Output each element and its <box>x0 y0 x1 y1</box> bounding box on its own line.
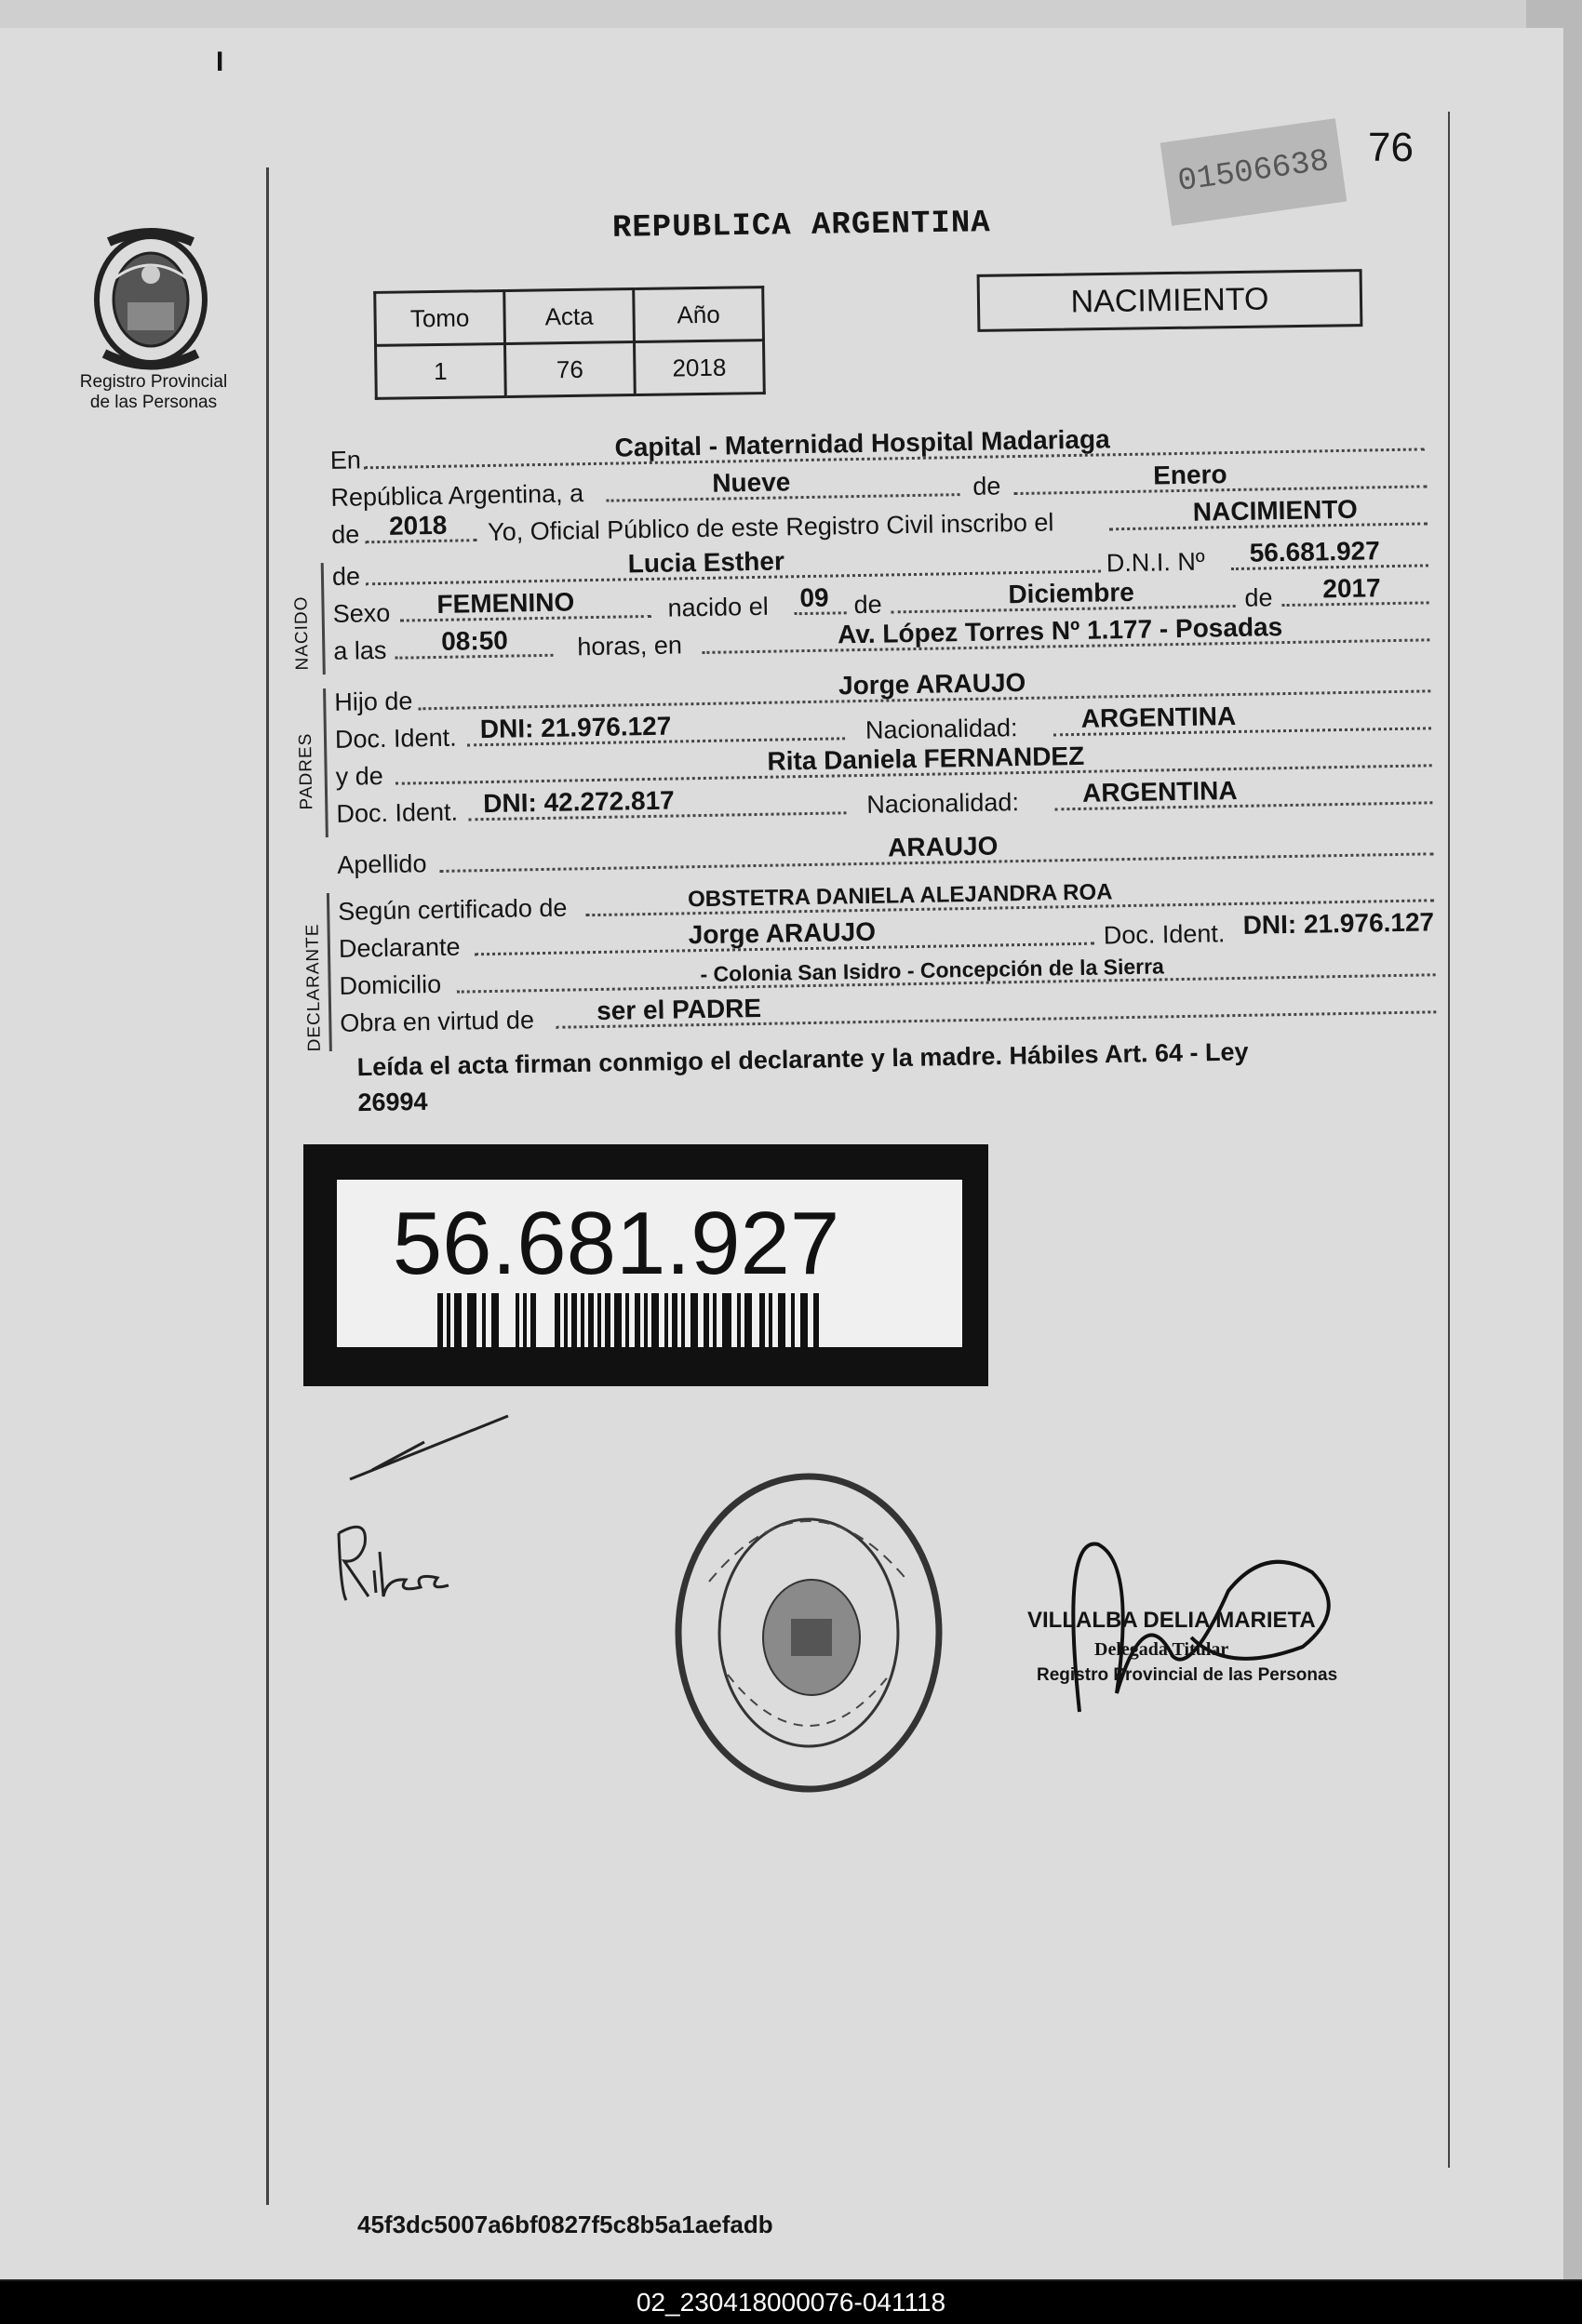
de4-label: de <box>1244 583 1273 612</box>
corner-mark: I <box>216 47 224 77</box>
declarante-doc-value: DNI: 21.976.127 <box>1242 907 1435 940</box>
dni-value: 56.681.927 <box>1249 536 1381 568</box>
table-value-tomo: 1 <box>376 343 506 398</box>
nac2-label: Nacionalidad: <box>866 788 1020 819</box>
oficial-text: Yo, Oficial Público de este Registro Civil inscribo el <box>487 508 1054 546</box>
document-title: REPUBLICA ARGENTINA <box>611 206 991 247</box>
table-header-acta: Acta <box>504 289 635 344</box>
table-header-tomo: Tomo <box>375 290 505 345</box>
en-value: Capital - Maternidad Hospital Madariaga <box>614 424 1110 462</box>
sexo-value: FEMENINO <box>436 587 575 619</box>
mother-signature <box>331 1414 527 1619</box>
barcode-inner <box>337 1180 962 1347</box>
apellido-value: ARAUJO <box>887 831 999 862</box>
doc1-label: Doc. Ident. <box>334 723 457 754</box>
doc3-label: Doc. Ident. <box>1103 919 1226 950</box>
page-number: 76 <box>1368 125 1414 170</box>
table-value-acta: 76 <box>505 342 636 397</box>
document-hash: 45f3dc5007a6bf0827f5c8b5a1aefadb <box>357 2210 773 2238</box>
birth-month-value: Diciembre <box>1008 577 1135 609</box>
de3-label: de <box>853 590 882 620</box>
day-value: Nueve <box>712 467 791 498</box>
side-label-declarante: DECLARANTE <box>302 923 325 1052</box>
official-name: VILLALBA DELIA MARIETA <box>1027 1608 1316 1633</box>
barcode-number: 56.681.927 <box>392 1194 840 1293</box>
apellido-label: Apellido <box>337 849 427 879</box>
paper-top-edge <box>0 0 1535 28</box>
footer-id: 02_230418000076-041118 <box>0 2281 1582 2324</box>
hijo-label: Hijo de <box>334 687 413 716</box>
y-de-label: y de <box>335 761 384 791</box>
obra-value: ser el PADRE <box>596 993 762 1026</box>
table-value-anio: 2018 <box>634 341 764 395</box>
left-margin-line <box>266 167 269 2205</box>
declarante-label: Declarante <box>338 932 461 963</box>
place-value: Av. López Torres Nº 1.177 - Posadas <box>837 612 1283 649</box>
time-value: 08:50 <box>440 625 509 656</box>
birth-record-form <box>291 399 1454 1070</box>
registry-label <box>56 372 251 413</box>
father-value: Jorge ARAUJO <box>838 667 1026 701</box>
registry-label-line1: Registro Provincial <box>79 372 228 392</box>
official-seal <box>672 1470 945 1796</box>
serial-stamp: 01506638 <box>1160 118 1347 226</box>
right-margin-line <box>1448 112 1450 2168</box>
side-label-padres: PADRES <box>295 732 317 810</box>
horas-label: horas, en <box>577 631 683 661</box>
de2-label: de <box>331 562 361 591</box>
official-role: Delegada Titular <box>1094 1639 1229 1660</box>
certificado-label: Según certificado de <box>337 893 568 926</box>
sexo-label: Sexo <box>332 598 391 628</box>
month-value: Enero <box>1152 460 1227 490</box>
table-header-anio: Año <box>634 287 764 342</box>
year-label: de <box>330 520 360 549</box>
mother-value: Rita Daniela FERNANDEZ <box>767 741 1085 776</box>
side-label-nacido: NACIDO <box>291 595 313 671</box>
closing-text-line1: Leída el acta firman conmigo el declarante y la madre. Hábiles Art. 64 - Ley <box>356 1037 1249 1082</box>
de-label: de <box>972 472 1001 501</box>
official-office: Registro Provincial de las Personas <box>1037 1665 1338 1685</box>
row-apellido <box>333 827 1451 884</box>
en-label: En <box>329 446 362 474</box>
nacido-el-label: nacido el <box>667 592 769 622</box>
mother-doc-value: DNI: 42.272.817 <box>482 785 675 819</box>
obra-label: Obra en virtud de <box>340 1006 535 1037</box>
inscribo-value: NACIMIENTO <box>1192 494 1358 527</box>
doc2-label: Doc. Ident. <box>336 797 459 828</box>
father-nat-value: ARGENTINA <box>1080 701 1237 733</box>
birth-year-value: 2017 <box>1322 573 1381 604</box>
domicilio-value: - Colonia San Isidro - Concepción de la Sierra <box>700 954 1165 987</box>
barcode-bars <box>437 1293 838 1358</box>
father-doc-value: DNI: 21.976.127 <box>479 711 672 744</box>
registry-table <box>373 286 766 400</box>
year-value: 2018 <box>388 510 448 541</box>
domicilio-label: Domicilio <box>339 969 442 1000</box>
a-las-label: a las <box>333 635 387 665</box>
act-type-box: NACIMIENTO <box>977 269 1363 332</box>
republica-label: República Argentina, a <box>330 479 584 512</box>
certificado-value: OBSTETRA DANIELA ALEJANDRA ROA <box>687 879 1113 913</box>
province-crest-logo <box>86 223 216 372</box>
birth-day-value: 09 <box>799 582 829 613</box>
mother-nat-value: ARGENTINA <box>1081 775 1238 808</box>
dni-barcode-label <box>303 1144 988 1386</box>
dni-label: D.N.I. Nº <box>1106 547 1205 578</box>
closing-text-line2: 26994 <box>357 1087 428 1117</box>
nac1-label: Nacionalidad: <box>865 714 1018 744</box>
name-value: Lucia Esther <box>627 546 785 579</box>
registry-label-line2: de las Personas <box>89 393 218 412</box>
declarante-value: Jorge ARAUJO <box>688 916 877 950</box>
